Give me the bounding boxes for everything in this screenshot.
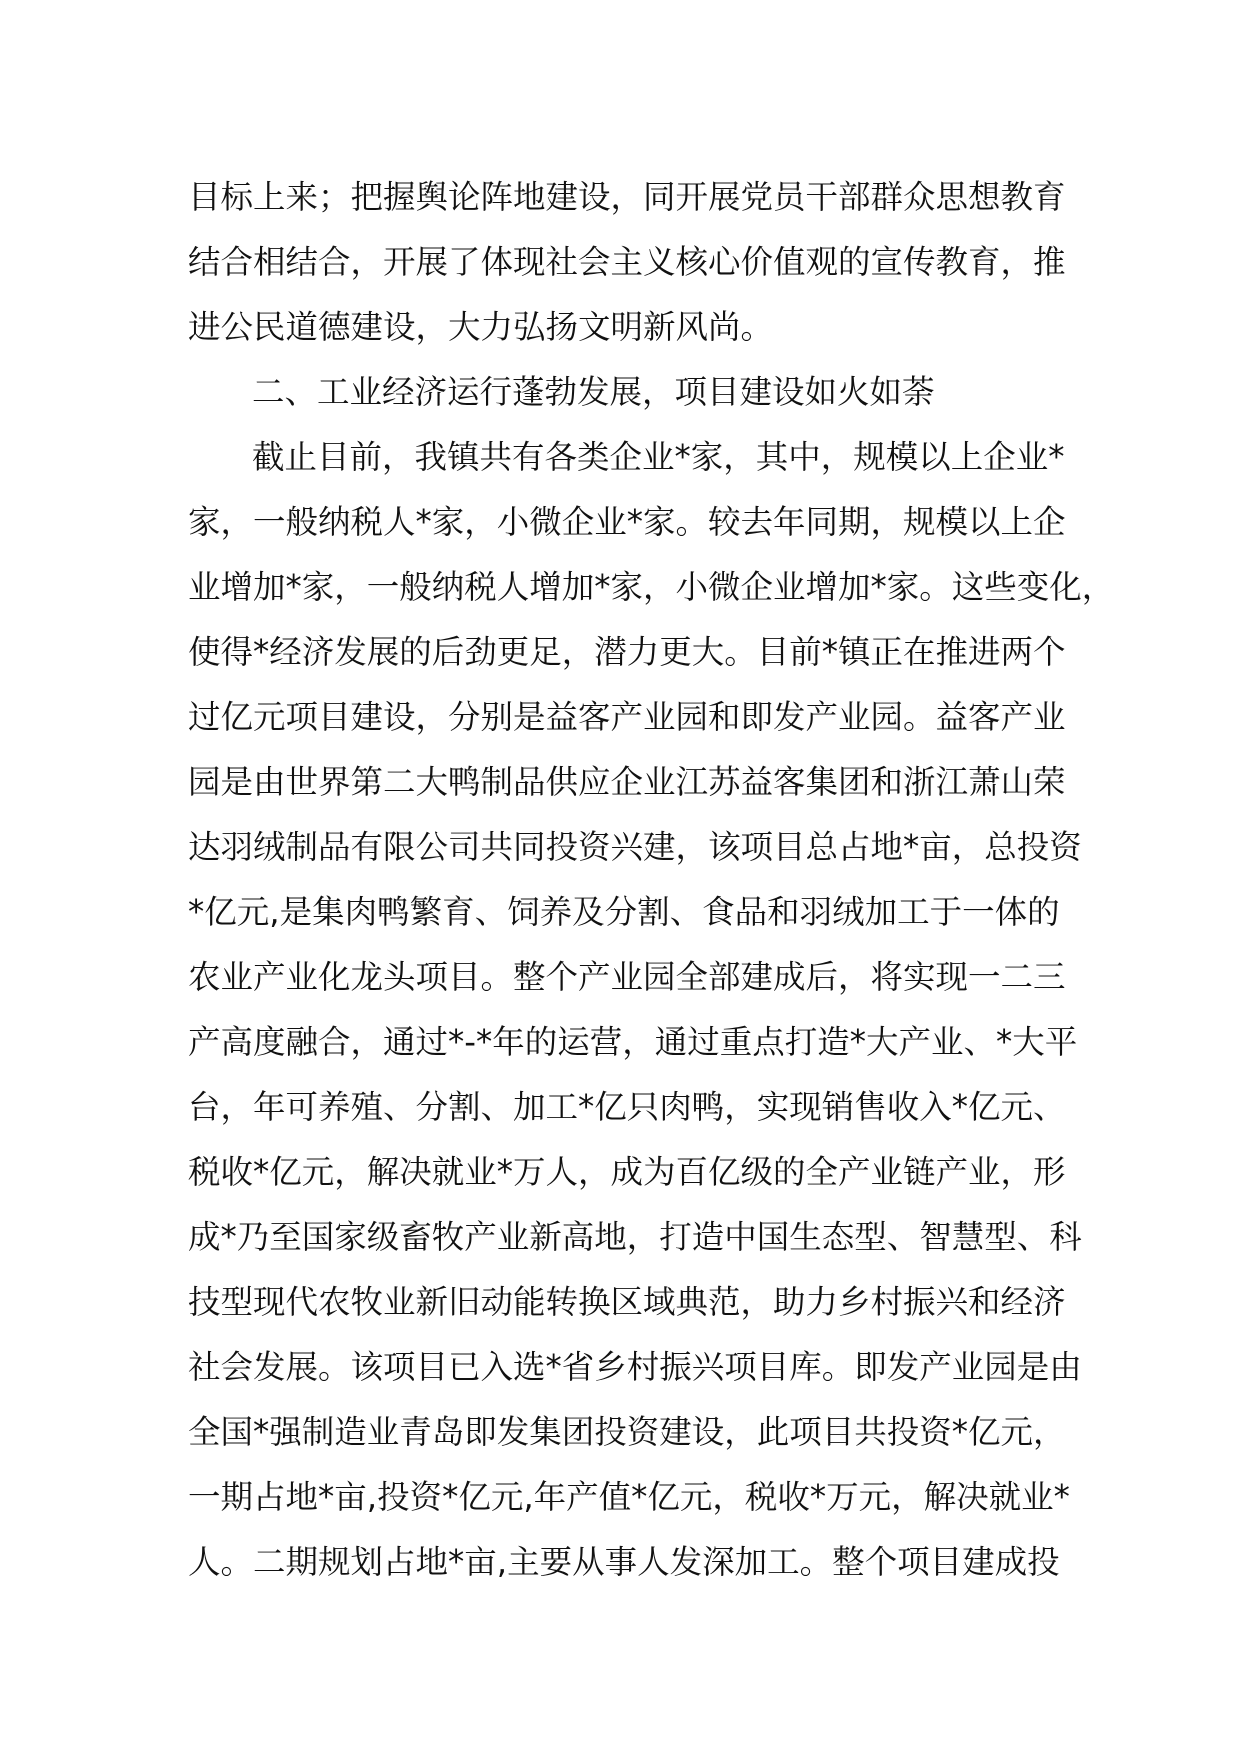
- body-text-line: 一期占地*亩,投资*亿元,年产值*亿元，税收*万元，解决就业*: [188, 1478, 1070, 1516]
- body-text-line: 园是由世界第二大鸭制品供应企业江苏益客集团和浙江萧山荣: [188, 763, 1066, 801]
- body-text-line: 成*乃至国家级畜牧产业新高地，打造中国生态型、智慧型、科: [188, 1218, 1082, 1256]
- paragraph-first-line: 截止目前，我镇共有各类企业*家，其中，规模以上企业*: [252, 438, 1065, 476]
- body-text-line: 结合相结合，开展了体现社会主义核心价值观的宣传教育，推: [188, 243, 1066, 281]
- section-heading: 二、工业经济运行蓬勃发展，项目建设如火如荼: [252, 373, 935, 411]
- body-text-line: 进公民道德建设，大力弘扬文明新风尚。: [188, 308, 774, 346]
- body-text-line: 台，年可养殖、分割、加工*亿只肉鸭，实现销售收入*亿元、: [188, 1088, 1066, 1126]
- body-text-line: 过亿元项目建设，分别是益客产业园和即发产业园。益客产业: [188, 698, 1066, 736]
- body-text-line: 产高度融合，通过*-*年的运营，通过重点打造*大产业、*大平: [188, 1023, 1078, 1061]
- body-text-line: 达羽绒制品有限公司共同投资兴建，该项目总占地*亩，总投资: [188, 828, 1082, 866]
- body-text-line: 家，一般纳税人*家，小微企业*家。较去年同期，规模以上企: [188, 503, 1066, 541]
- body-text-line: 业增加*家，一般纳税人增加*家，小微企业增加*家。这些变化，: [188, 568, 1115, 606]
- body-text-line: 技型现代农牧业新旧动能转换区域典范，助力乡村振兴和经济: [188, 1283, 1066, 1321]
- body-text-line: 税收*亿元，解决就业*万人，成为百亿级的全产业链产业，形: [188, 1153, 1066, 1191]
- body-text-line: 社会发展。该项目已入选*省乡村振兴项目库。即发产业园是由: [188, 1348, 1082, 1386]
- body-text-line: 全国*强制造业青岛即发集团投资建设，此项目共投资*亿元，: [188, 1413, 1066, 1451]
- body-text-line: 使得*经济发展的后劲更足，潜力更大。目前*镇正在推进两个: [188, 633, 1066, 671]
- body-text-line: 目标上来；把握舆论阵地建设，同开展党员干部群众思想教育: [188, 178, 1066, 216]
- body-text-line: 人。二期规划占地*亩,主要从事人发深加工。整个项目建成投: [188, 1543, 1060, 1581]
- body-text-line: *亿元,是集肉鸭繁育、饲养及分割、食品和羽绒加工于一体的: [188, 893, 1060, 931]
- body-text-line: 农业产业化龙头项目。整个产业园全部建成后，将实现一二三: [188, 958, 1066, 996]
